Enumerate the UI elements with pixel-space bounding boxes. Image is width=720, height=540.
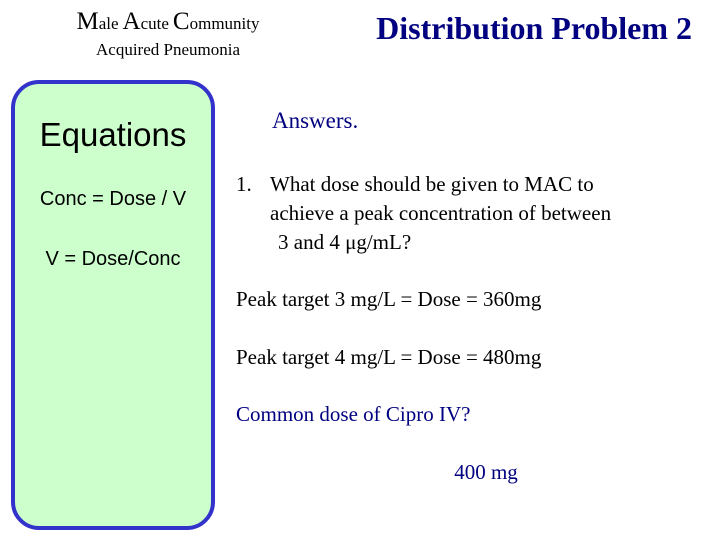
mac-rest-ale: ale <box>98 14 119 33</box>
question-line-3: 3 and 4 μg/mL? <box>278 230 412 254</box>
slide-title: Distribution Problem 2 <box>376 10 692 46</box>
mac-initial-c: C <box>172 8 190 35</box>
equations-heading: Equations <box>39 116 187 153</box>
question-line-2: achieve a peak concentration of between <box>270 201 612 225</box>
question-number: 1. <box>236 172 252 196</box>
mac-initial-m: M <box>76 8 99 35</box>
common-dose-question: Common dose of Cipro IV? <box>236 402 471 426</box>
mac-title <box>0 8 336 36</box>
mac-rest-cute: cute <box>140 14 169 33</box>
answer-peak-4: Peak target 4 mg/L = Dose = 480mg <box>236 345 542 369</box>
answer-peak-3: Peak target 3 mg/L = Dose = 360mg <box>236 287 542 311</box>
mac-rest-ommunity: ommunity <box>189 14 260 33</box>
question-line-1: What dose should be given to MAC to <box>270 172 594 196</box>
mac-initial-a: A <box>122 8 141 35</box>
equation-volume: V = Dose/Conc <box>45 248 181 270</box>
common-dose-answer: 400 mg <box>454 460 518 484</box>
answers-label: Answers. <box>272 108 359 133</box>
mac-subtitle: Acquired Pneumonia <box>96 40 240 59</box>
equation-conc: Conc = Dose / V <box>39 188 187 210</box>
